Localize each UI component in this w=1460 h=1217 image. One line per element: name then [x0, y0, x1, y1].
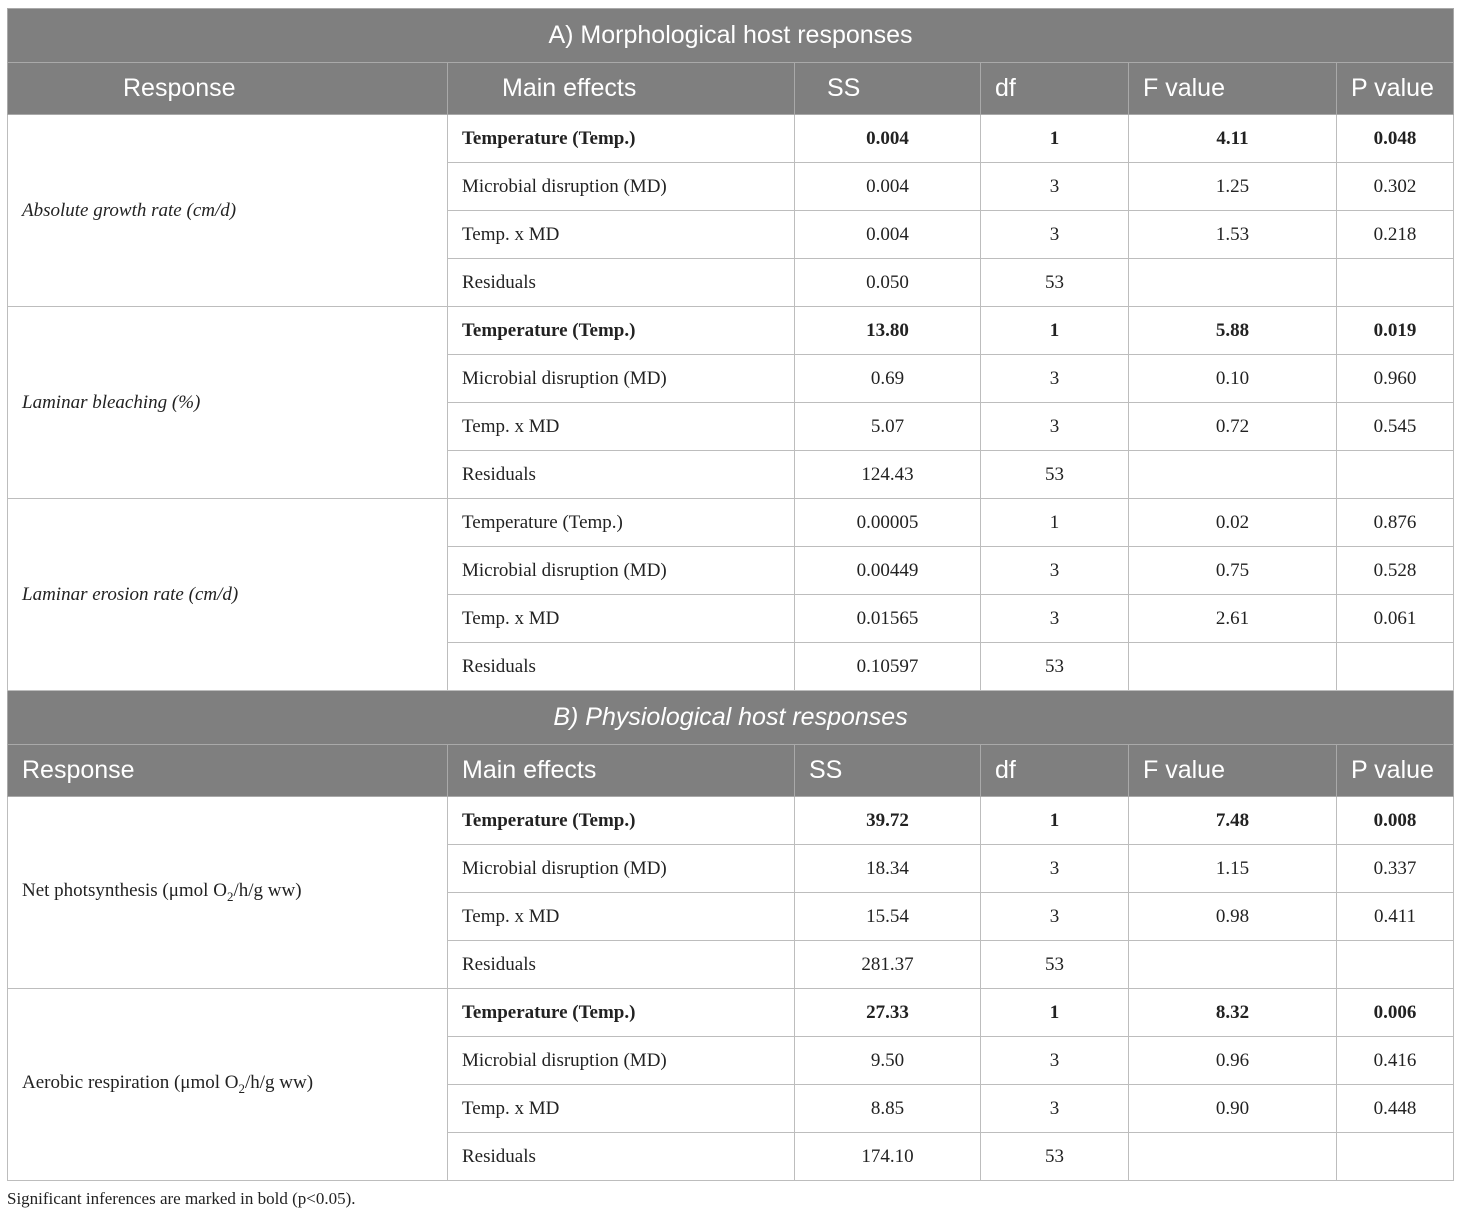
- p-cell: 0.528: [1337, 547, 1454, 595]
- p-cell: 0.008: [1337, 797, 1454, 845]
- effect-cell: Temp. x MD: [448, 893, 795, 941]
- df-cell: 1: [981, 797, 1129, 845]
- table-row: [8, 115, 1454, 163]
- ss-cell: 0.01565: [795, 595, 981, 643]
- f-cell: 7.48: [1129, 797, 1337, 845]
- p-cell: 0.061: [1337, 595, 1454, 643]
- f-cell: 0.98: [1129, 893, 1337, 941]
- p-cell: 0.006: [1337, 989, 1454, 1037]
- section-a-header-row: [8, 63, 1454, 115]
- effect-cell: Temp. x MD: [448, 211, 795, 259]
- f-cell: 0.02: [1129, 499, 1337, 547]
- f-cell: 0.10: [1129, 355, 1337, 403]
- response-label: [8, 797, 448, 989]
- header-ss: SS: [795, 63, 981, 115]
- section-a-title-row: [8, 9, 1454, 63]
- response-label: Laminar erosion rate (cm/d): [8, 499, 448, 691]
- p-cell: [1337, 259, 1454, 307]
- response-text-end: /h/g ww): [233, 880, 302, 902]
- effect-cell: Temp. x MD: [448, 403, 795, 451]
- p-cell: 0.411: [1337, 893, 1454, 941]
- section-a-title: A) Morphological host responses: [8, 9, 1454, 63]
- p-cell: 0.545: [1337, 403, 1454, 451]
- ss-cell: 9.50: [795, 1037, 981, 1085]
- ss-cell: 39.72: [795, 797, 981, 845]
- response-label: Absolute growth rate (cm/d): [8, 115, 448, 307]
- effect-cell: Microbial disruption (MD): [448, 163, 795, 211]
- ss-cell: 281.37: [795, 941, 981, 989]
- response-label: Laminar bleaching (%): [8, 307, 448, 499]
- header-response: Response: [8, 63, 448, 115]
- effect-cell: Residuals: [448, 451, 795, 499]
- ss-cell: 0.050: [795, 259, 981, 307]
- df-cell: 3: [981, 355, 1129, 403]
- df-cell: 1: [981, 307, 1129, 355]
- ss-cell: 18.34: [795, 845, 981, 893]
- p-cell: 0.448: [1337, 1085, 1454, 1133]
- f-cell: 1.25: [1129, 163, 1337, 211]
- ss-cell: 15.54: [795, 893, 981, 941]
- table-footnote: Significant inferences are marked in bold (p<0.05).: [7, 1189, 356, 1208]
- effect-cell: Microbial disruption (MD): [448, 547, 795, 595]
- header-p-value: P value: [1337, 63, 1454, 115]
- ss-cell: 5.07: [795, 403, 981, 451]
- df-cell: 53: [981, 259, 1129, 307]
- f-cell: 0.72: [1129, 403, 1337, 451]
- table-row: [8, 499, 1454, 547]
- p-cell: 0.337: [1337, 845, 1454, 893]
- df-cell: 53: [981, 451, 1129, 499]
- f-cell: 4.11: [1129, 115, 1337, 163]
- df-cell: 3: [981, 893, 1129, 941]
- df-cell: 3: [981, 403, 1129, 451]
- effect-cell: Temperature (Temp.): [448, 797, 795, 845]
- ss-cell: 27.33: [795, 989, 981, 1037]
- f-cell: 0.75: [1129, 547, 1337, 595]
- effect-cell: Temperature (Temp.): [448, 989, 795, 1037]
- section-b-title: B) Physiological host responses: [8, 691, 1454, 745]
- anova-table: [7, 8, 1454, 1181]
- header-main-effects: Main effects: [448, 63, 795, 115]
- response-label: [8, 989, 448, 1181]
- f-cell: 2.61: [1129, 595, 1337, 643]
- header-df: df: [981, 63, 1129, 115]
- header-response: Response: [8, 745, 448, 797]
- f-cell: [1129, 1133, 1337, 1181]
- f-cell: [1129, 643, 1337, 691]
- df-cell: 1: [981, 499, 1129, 547]
- p-cell: [1337, 1133, 1454, 1181]
- section-b-title-row: [8, 691, 1454, 745]
- table-row: [8, 989, 1454, 1037]
- response-text: Aerobic respiration (μmol O: [22, 1072, 239, 1094]
- effect-cell: Microbial disruption (MD): [448, 845, 795, 893]
- p-cell: [1337, 643, 1454, 691]
- df-cell: 3: [981, 1037, 1129, 1085]
- f-cell: [1129, 259, 1337, 307]
- header-main-effects: Main effects: [448, 745, 795, 797]
- response-subscript: 2: [226, 888, 234, 904]
- df-cell: 3: [981, 1085, 1129, 1133]
- effect-cell: Temperature (Temp.): [448, 307, 795, 355]
- p-cell: 0.960: [1337, 355, 1454, 403]
- ss-cell: 174.10: [795, 1133, 981, 1181]
- effect-cell: Microbial disruption (MD): [448, 355, 795, 403]
- f-cell: 1.15: [1129, 845, 1337, 893]
- df-cell: 1: [981, 115, 1129, 163]
- ss-cell: 13.80: [795, 307, 981, 355]
- p-cell: 0.019: [1337, 307, 1454, 355]
- df-cell: 3: [981, 845, 1129, 893]
- effect-cell: Residuals: [448, 259, 795, 307]
- f-cell: 0.96: [1129, 1037, 1337, 1085]
- p-cell: [1337, 451, 1454, 499]
- header-p-value: P value: [1337, 745, 1454, 797]
- f-cell: 1.53: [1129, 211, 1337, 259]
- section-b-header-row: [8, 745, 1454, 797]
- effect-cell: Residuals: [448, 643, 795, 691]
- p-cell: 0.218: [1337, 211, 1454, 259]
- df-cell: 1: [981, 989, 1129, 1037]
- ss-cell: 0.69: [795, 355, 981, 403]
- f-cell: 0.90: [1129, 1085, 1337, 1133]
- f-cell: [1129, 451, 1337, 499]
- response-text: Net photsynthesis (μmol O: [22, 880, 227, 902]
- table-row: [8, 797, 1454, 845]
- p-cell: 0.416: [1337, 1037, 1454, 1085]
- p-cell: 0.302: [1337, 163, 1454, 211]
- effect-cell: Temp. x MD: [448, 1085, 795, 1133]
- response-subscript: 2: [238, 1080, 245, 1096]
- df-cell: 53: [981, 941, 1129, 989]
- ss-cell: 0.004: [795, 163, 981, 211]
- p-cell: 0.048: [1337, 115, 1454, 163]
- ss-cell: 0.10597: [795, 643, 981, 691]
- effect-cell: Temperature (Temp.): [448, 115, 795, 163]
- f-cell: 8.32: [1129, 989, 1337, 1037]
- header-df: df: [981, 745, 1129, 797]
- response-text-end: /h/g ww): [245, 1072, 314, 1094]
- df-cell: 3: [981, 547, 1129, 595]
- f-cell: 5.88: [1129, 307, 1337, 355]
- table-row: [8, 307, 1454, 355]
- p-cell: [1337, 941, 1454, 989]
- df-cell: 3: [981, 595, 1129, 643]
- header-ss: SS: [795, 745, 981, 797]
- effect-cell: Temperature (Temp.): [448, 499, 795, 547]
- p-cell: 0.876: [1337, 499, 1454, 547]
- f-cell: [1129, 941, 1337, 989]
- effect-cell: Microbial disruption (MD): [448, 1037, 795, 1085]
- df-cell: 53: [981, 1133, 1129, 1181]
- effect-cell: Residuals: [448, 941, 795, 989]
- ss-cell: 0.004: [795, 115, 981, 163]
- ss-cell: 0.004: [795, 211, 981, 259]
- header-f-value: F value: [1129, 63, 1337, 115]
- ss-cell: 0.00449: [795, 547, 981, 595]
- df-cell: 3: [981, 163, 1129, 211]
- ss-cell: 8.85: [795, 1085, 981, 1133]
- header-f-value: F value: [1129, 745, 1337, 797]
- df-cell: 53: [981, 643, 1129, 691]
- ss-cell: 0.00005: [795, 499, 981, 547]
- effect-cell: Residuals: [448, 1133, 795, 1181]
- effect-cell: Temp. x MD: [448, 595, 795, 643]
- ss-cell: 124.43: [795, 451, 981, 499]
- df-cell: 3: [981, 211, 1129, 259]
